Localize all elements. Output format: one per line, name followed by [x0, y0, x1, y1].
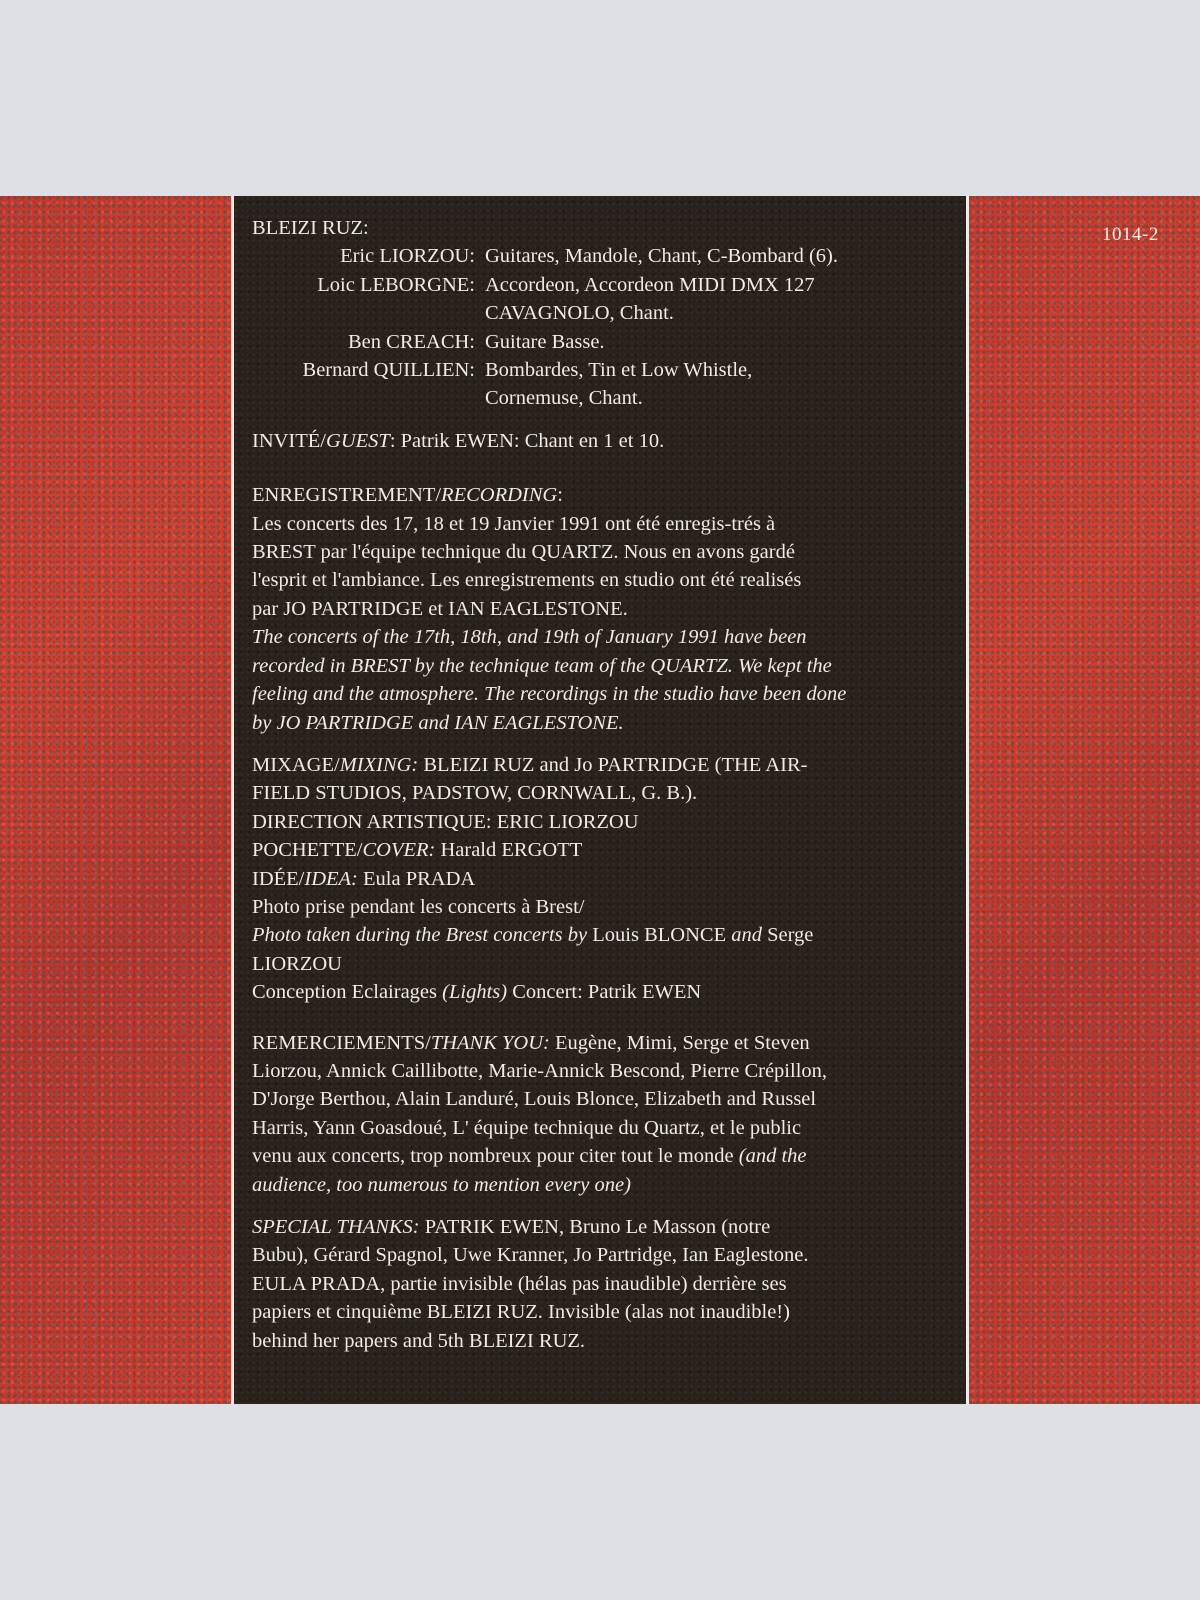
member-row: [252, 328, 942, 356]
member-role: Guitare Basse.: [485, 330, 605, 353]
member-role: Accordeon, Accordeon MIDI DMX 127: [485, 273, 815, 296]
photo-line-name: LIORZOU: [252, 952, 342, 975]
left-red-texture-panel: [0, 196, 231, 1404]
member-role: Cornemuse, Chant.: [485, 387, 643, 410]
special-thanks-line: papiers et cinquième BLEIZI RUZ. Invisible (alas not inaudible!): [252, 1301, 790, 1324]
member-name: Ben CREACH:: [348, 330, 475, 353]
cd-inlay-panel: [0, 196, 1200, 1404]
thanks-line: audience, too numerous to mention every one): [252, 1173, 631, 1196]
member-row: [252, 356, 942, 384]
recording-en-line: recorded in BREST by the technique team of the QUARTZ. We kept the: [252, 654, 832, 677]
recording-fr-line: Les concerts des 17, 18 et 19 Janvier 1991 ont été enregis-trés à: [252, 512, 776, 535]
recording-fr-line: l'esprit et l'ambiance. Les enregistrements en studio ont été realisés: [252, 569, 802, 592]
member-role: CAVAGNOLO, Chant.: [485, 302, 674, 325]
special-thanks-line: SPECIAL THANKS: PATRIK EWEN, Bruno Le Masson (notre: [252, 1216, 771, 1238]
thanks-line: venu aux concerts, trop nombreux pour citer tout le monde (and the: [252, 1145, 807, 1168]
thanks-line: REMERCIEMENTS/THANK YOU: Eugène, Mimi, Serge et Steven: [252, 1031, 810, 1054]
recording-en-line: feeling and the atmosphere. The recordings in the studio have been done: [252, 683, 847, 706]
member-name: Loic LEBORGNE:: [317, 273, 475, 296]
band-name-heading: BLEIZI RUZ:: [252, 217, 369, 239]
member-row: [252, 384, 942, 412]
thanks-line: D'Jorge Berthou, Alain Landuré, Louis Blonce, Elizabeth and Russel: [252, 1088, 817, 1111]
catalog-number: 1014-2: [1102, 224, 1159, 245]
direction-line: DIRECTION ARTISTIQUE: ERIC LIORZOU: [252, 810, 639, 833]
recording-en-line: The concerts of the 17th, 18th, and 19th of January 1991 have been: [252, 626, 807, 649]
mixing-line-2: FIELD STUDIOS, PADSTOW, CORNWALL, G. B.).: [252, 782, 698, 805]
credits-text: [252, 214, 942, 1355]
thanks-line: Harris, Yann Goasdoué, L' équipe technique du Quartz, et le public: [252, 1116, 802, 1139]
recording-fr-line: BREST par l'équipe technique du QUARTZ. Nous en avons gardé: [252, 541, 795, 564]
right-red-texture-panel: [969, 196, 1200, 1404]
member-row: [252, 242, 942, 270]
photo-line-en: Photo taken during the Brest concerts by Louis BLONCE and Serge: [252, 924, 814, 947]
guest-line: INVITÉ/GUEST: Patrik EWEN: Chant en 1 et 10.: [252, 429, 665, 452]
member-role: Bombardes, Tin et Low Whistle,: [485, 359, 753, 382]
recording-fr-line: par JO PARTRIDGE et IAN EAGLESTONE.: [252, 597, 628, 620]
special-thanks-line: EULA PRADA, partie invisible (hélas pas inaudible) derrière ses: [252, 1272, 787, 1295]
recording-heading: ENREGISTREMENT/RECORDING:: [252, 484, 563, 507]
idea-line: IDÉE/IDEA: Eula PRADA: [252, 867, 476, 890]
mixing-line: MIXAGE/MIXING: BLEIZI RUZ and Jo PARTRIDGE (THE AIR-: [252, 753, 808, 776]
lights-line: Conception Eclairages (Lights) Concert: Patrik EWEN: [252, 981, 702, 1004]
member-name: Eric LIORZOU:: [340, 245, 475, 268]
thanks-line: Liorzou, Annick Caillibotte, Marie-Annick Bescond, Pierre Crépillon,: [252, 1059, 828, 1082]
member-role: Guitares, Mandole, Chant, C-Bombard (6).: [485, 245, 838, 268]
member-name: Bernard QUILLIEN:: [302, 359, 475, 382]
member-row: [252, 299, 942, 327]
special-thanks-line: behind her papers and 5th BLEIZI RUZ.: [252, 1329, 586, 1352]
recording-en-line: by JO PARTRIDGE and IAN EAGLESTONE.: [252, 711, 624, 734]
member-row: [252, 271, 942, 299]
special-thanks-line: Bubu), Gérard Spagnol, Uwe Kranner, Jo Partridge, Ian Eaglestone.: [252, 1244, 809, 1267]
credits-panel: [234, 196, 966, 1404]
photo-line-fr: Photo prise pendant les concerts à Brest/: [252, 895, 585, 918]
cover-line: POCHETTE/COVER: Harald ERGOTT: [252, 839, 583, 862]
